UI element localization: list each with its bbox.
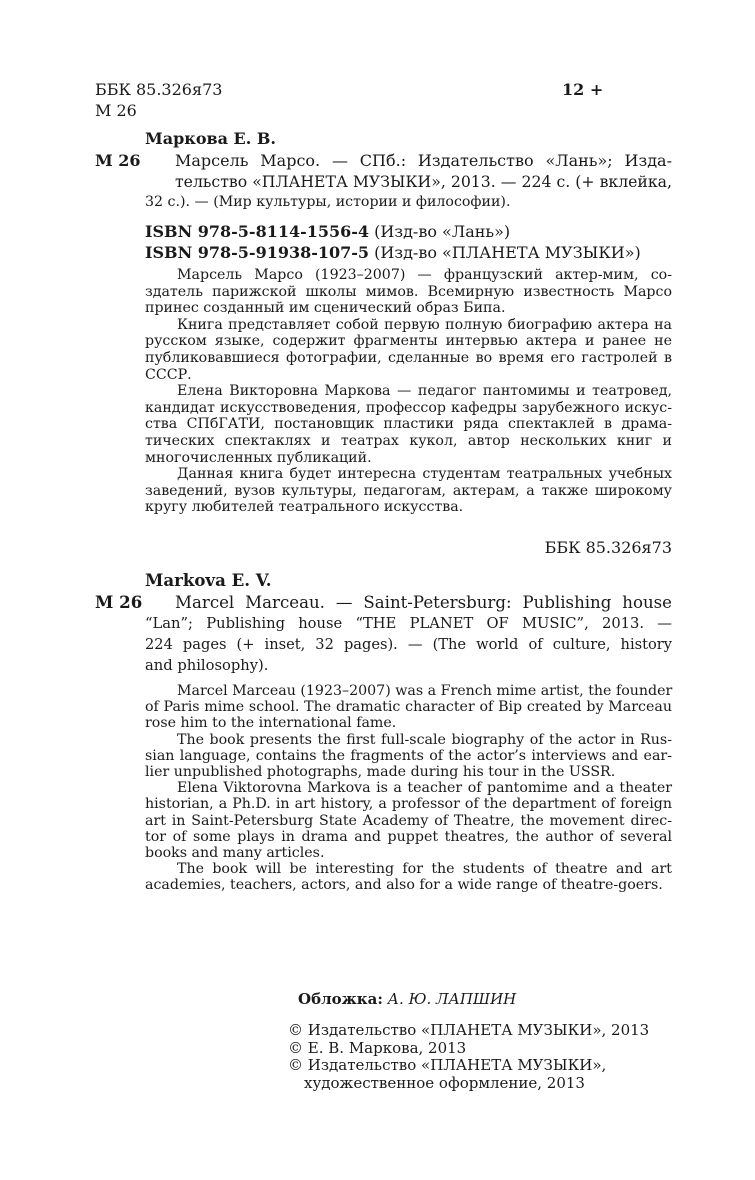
annotation-line: публиковавшиеся фотографии, сделанные во время его гастролей в: [145, 349, 672, 366]
copyright-block: [288, 1022, 649, 1092]
annotation-line: sian language, contains the fragments of the actor’s interviews and ear-: [145, 747, 672, 764]
copyright-line: © Издательство «ПЛАНЕТА МУЗЫКИ», 2013: [288, 1021, 650, 1039]
ru-author-mark: М 26: [95, 151, 141, 170]
annotation-line: СССР.: [145, 366, 192, 383]
annotation-line: принес созданный им сценический образ Бипа.: [145, 300, 506, 317]
isbn-number: ISBN 978-5-8114-1556-4: [145, 222, 370, 241]
annotation-line: rose him to the international fame.: [145, 715, 397, 732]
annotation-line: The book presents the first full-scale biography of the actor in Rus-: [177, 731, 672, 748]
ru-annotation: [145, 267, 672, 516]
en-biblio-line: Marcel Marceau. — Saint-Petersburg: Publishing house: [175, 593, 672, 612]
copyright-line: © Издательство «ПЛАНЕТА МУЗЫКИ»,: [288, 1056, 607, 1074]
annotation-line: academies, teachers, actors, and also for a wide range of theatre-goers.: [145, 877, 663, 894]
isbn-planet: [145, 242, 641, 263]
annotation-line: Elena Viktorovna Markova is a teacher of pantomime and a theater: [177, 780, 672, 797]
annotation-line: The book will be interesting for the students of theatre and art: [177, 861, 672, 878]
en-biblio-line: “Lan”; Publishing house “THE PLANET OF MUSIC”, 2013. —: [145, 615, 672, 632]
author-mark-header: М 26: [95, 101, 137, 120]
en-biblio-line: and philosophy).: [145, 657, 269, 674]
isbn-publisher: (Изд-во «ПЛАНЕТА МУЗЫКИ»): [374, 243, 641, 262]
annotation-line: кандидат искусствоведения, профессор кафедры зарубежного искус-: [145, 399, 672, 416]
annotation-line: Marcel Marceau (1923–2007) was a French mime artist, the founder: [177, 683, 673, 699]
age-rating: 12 +: [562, 80, 604, 99]
ru-author: Маркова Е. В.: [145, 129, 276, 148]
annotation-line: books and many articles.: [145, 845, 325, 862]
en-biblio-line: 224 pages (+ inset, 32 pages). — (The world of culture, history: [145, 636, 672, 653]
isbn-number: ISBN 978-5-91938-107-5: [145, 243, 370, 262]
annotation-line: Елена Викторовна Маркова — педагог пантомимы и театровед,: [177, 383, 672, 400]
annotation-line: historian, a Ph.D. in art history, a professor of the department of foreign: [145, 796, 672, 813]
en-author-mark: M 26: [95, 592, 143, 612]
annotation-line: of Paris mime school. The dramatic character of Bip created by Marceau: [145, 699, 672, 716]
annotation-line: Марсель Марсо (1923–2007) — французский актер-мим, со-: [177, 267, 672, 283]
annotation-line: Данная книга будет интересна студентам театральных учебных: [177, 466, 672, 483]
en-annotation: [145, 683, 672, 894]
cover-designer: А. Ю. ЛАПШИН: [387, 990, 517, 1008]
annotation-line: многочисленных публикаций.: [145, 449, 372, 466]
copyright-line: © Е. В. Маркова, 2013: [288, 1038, 467, 1057]
isbn-publisher: (Изд-во «Лань»): [374, 222, 511, 241]
cover-credit: [298, 991, 516, 1009]
cover-label: Обложка:: [298, 990, 383, 1008]
bbk-classification: ББК 85.326я73: [544, 538, 672, 557]
annotation-line: ства СПбГАТИ, постановщик пластики ряда спектаклей в драма-: [145, 416, 672, 433]
annotation-line: Книга представляет собой первую полную биографию актера на: [177, 316, 672, 333]
ru-bibliographic-description: [145, 150, 672, 213]
annotation-line: тических спектаклях и театрах кукол, автор нескольких книг и: [145, 432, 672, 449]
annotation-line: кругу любителей театрального искусства.: [145, 499, 464, 516]
bbk-header: ББК 85.326я73: [95, 80, 223, 99]
en-author: Markova E. V.: [145, 570, 272, 590]
annotation-line: art in Saint-Petersburg State Academy of Theatre, the movement direc-: [145, 812, 672, 829]
annotation-line: русском языке, содержит фрагменты интервью актера и ранее не: [145, 333, 672, 350]
annotation-line: здатель парижской школы мимов. Всемирную известность Марсо: [145, 283, 672, 300]
ru-biblio-line: тельство «ПЛАНЕТА МУЗЫКИ», 2013. — 224 с. (+ вклейка,: [175, 172, 672, 191]
ru-biblio-line: 32 с.). — (Мир культуры, истории и философии).: [145, 194, 511, 210]
ru-biblio-line: Марсель Марсо. — СПб.: Издательство «Лань»; Изда-: [175, 151, 672, 170]
annotation-line: lier unpublished photographs, made during his tour in the USSR.: [145, 764, 616, 781]
annotation-line: заведений, вузов культуры, педагогам, актерам, а также широкому: [145, 482, 672, 499]
isbn-lan: [145, 221, 510, 242]
copyright-line: художественное оформление, 2013: [304, 1073, 585, 1092]
en-bibliographic-description: [145, 592, 672, 676]
annotation-line: tor of some plays in drama and puppet theatres, the author of several: [145, 828, 672, 845]
